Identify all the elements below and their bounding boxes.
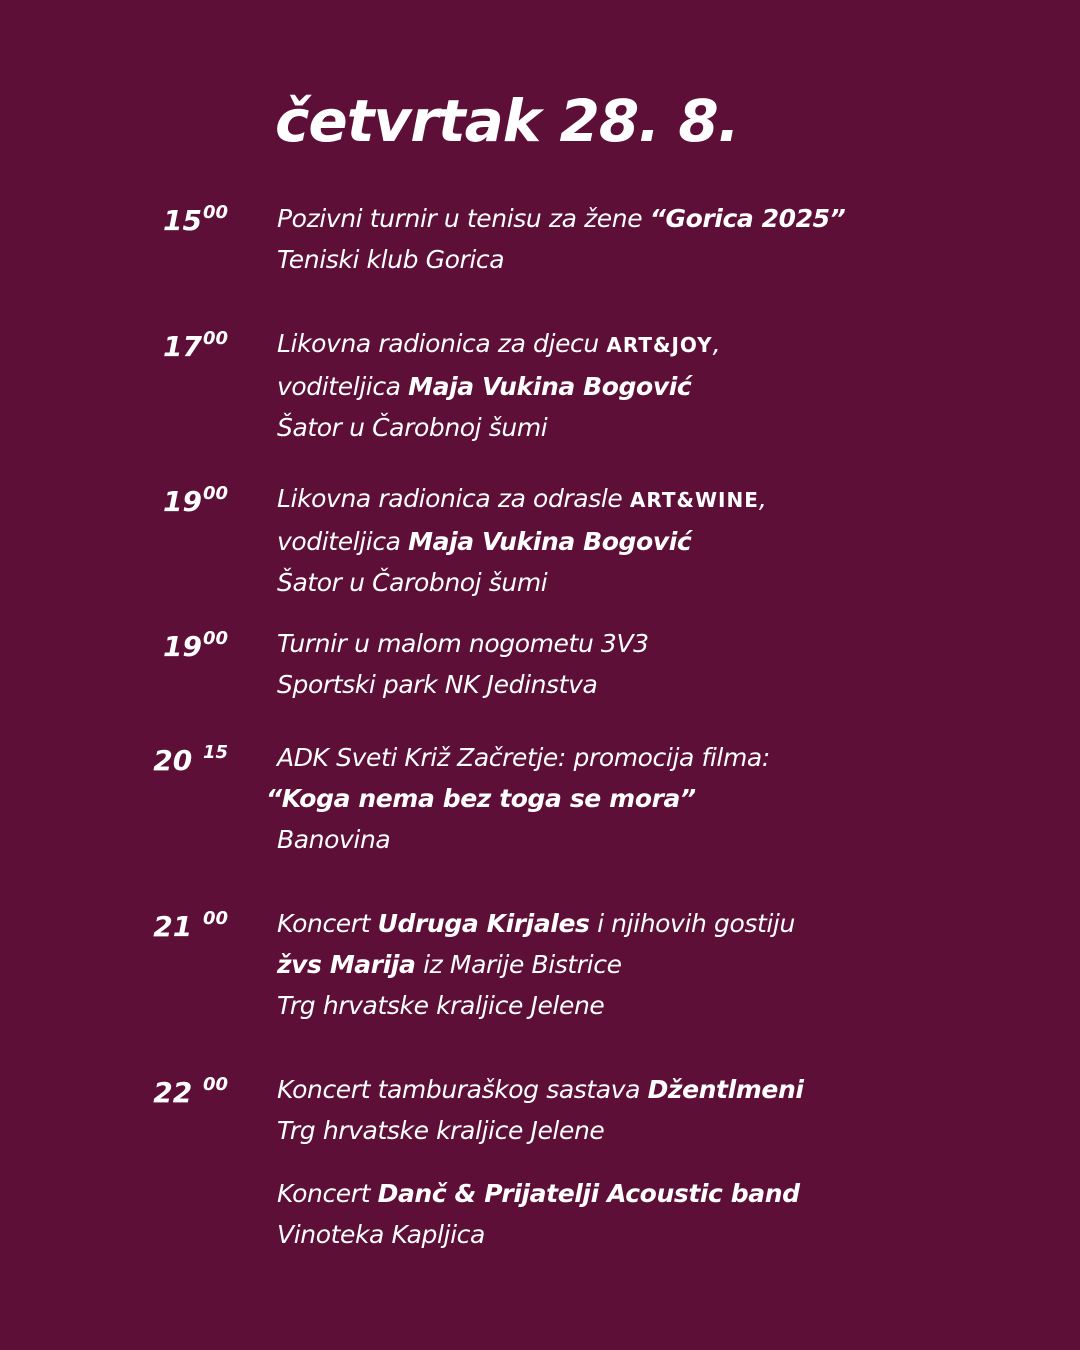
event-workshop-name: ART&JOY: [606, 333, 713, 357]
event-time: [150, 744, 228, 775]
event-title-text: Koncert tamburaškog sastava: [277, 1075, 648, 1104]
time-hour: 22: [153, 1076, 193, 1109]
event-guest: [277, 944, 795, 985]
event-host: [277, 521, 766, 562]
event-item: [277, 478, 766, 603]
time-minute: 00: [202, 483, 228, 504]
event-title-punct: ,: [712, 329, 721, 358]
event-item: [277, 623, 649, 705]
time-hour: 15: [162, 204, 202, 237]
event-workshop-name: ART&WINE: [629, 488, 759, 512]
time-minute: 00: [202, 628, 228, 649]
event-title: [277, 478, 766, 521]
event-time: [150, 910, 228, 941]
guest-name: žvs Marija: [277, 950, 416, 979]
time-hour: 20: [153, 744, 193, 777]
event-title-text: Koncert: [277, 909, 378, 938]
event-film-title: [266, 778, 770, 819]
event-item: [277, 1069, 804, 1151]
guest-origin: iz Marije Bistrice: [415, 950, 622, 979]
event-location: Trg hrvatske kraljice Jelene: [277, 991, 605, 1020]
event-location: Teniski klub Gorica: [277, 245, 505, 274]
event-item: [266, 737, 770, 860]
page-title: četvrtak 28. 8.: [275, 87, 739, 155]
performer-name: Danč & Prijatelji Acoustic band: [377, 1179, 800, 1208]
event-title: [277, 198, 845, 239]
performer-name: Džentlmeni: [647, 1075, 804, 1104]
performer-name: Udruga Kirjales: [377, 909, 590, 938]
event-host-label: voditeljica: [277, 527, 409, 556]
event-host-label: voditeljica: [277, 372, 409, 401]
time-minute: 00: [202, 1074, 228, 1095]
time-hour: 19: [162, 630, 202, 663]
event-title: [277, 903, 795, 944]
event-item: [277, 323, 720, 448]
time-minute: 00: [202, 328, 228, 349]
event-title-highlight: “Gorica 2025”: [649, 204, 846, 233]
event-location: Banovina: [277, 825, 391, 854]
event-time: [150, 330, 228, 361]
event-host-name: Maja Vukina Bogović: [408, 527, 692, 556]
event-title: [277, 1173, 800, 1214]
event-time: [150, 204, 228, 235]
event-title: ADK Sveti Križ Začretje: promocija filma:: [277, 743, 770, 772]
event-location: Sportski park NK Jedinstva: [277, 670, 598, 699]
time-hour: 19: [162, 485, 202, 518]
event-host: [277, 366, 720, 407]
event-time: [150, 1076, 228, 1107]
time-minute: 00: [202, 908, 228, 929]
film-title: “Koga nema bez toga se mora”: [266, 784, 696, 813]
event-location: Vinoteka Kapljica: [277, 1220, 485, 1249]
event-title: Turnir u malom nogometu 3V3: [277, 629, 649, 658]
event-title-text: Likovna radionica za odrasle: [277, 484, 630, 513]
event-item: [277, 903, 795, 1026]
event-title-punct: ,: [758, 484, 767, 513]
event-location: Šator u Čarobnoj šumi: [277, 413, 548, 442]
time-hour: 17: [162, 330, 202, 363]
event-item: [277, 1173, 800, 1255]
event-location: Trg hrvatske kraljice Jelene: [277, 1116, 605, 1145]
event-title-text: Likovna radionica za djecu: [277, 329, 607, 358]
event-title-text: Koncert: [277, 1179, 378, 1208]
event-title-text: Pozivni turnir u tenisu za žene: [277, 204, 650, 233]
time-minute: 15: [202, 742, 228, 763]
event-title-text: i njihovih gostiju: [589, 909, 795, 938]
event-host-name: Maja Vukina Bogović: [408, 372, 692, 401]
event-item: [277, 198, 845, 280]
event-title: [277, 323, 720, 366]
event-time: [150, 485, 228, 516]
event-title: [277, 1069, 804, 1110]
event-location: Šator u Čarobnoj šumi: [277, 568, 548, 597]
event-time: [150, 630, 228, 661]
time-minute: 00: [202, 202, 228, 223]
time-hour: 21: [153, 910, 193, 943]
